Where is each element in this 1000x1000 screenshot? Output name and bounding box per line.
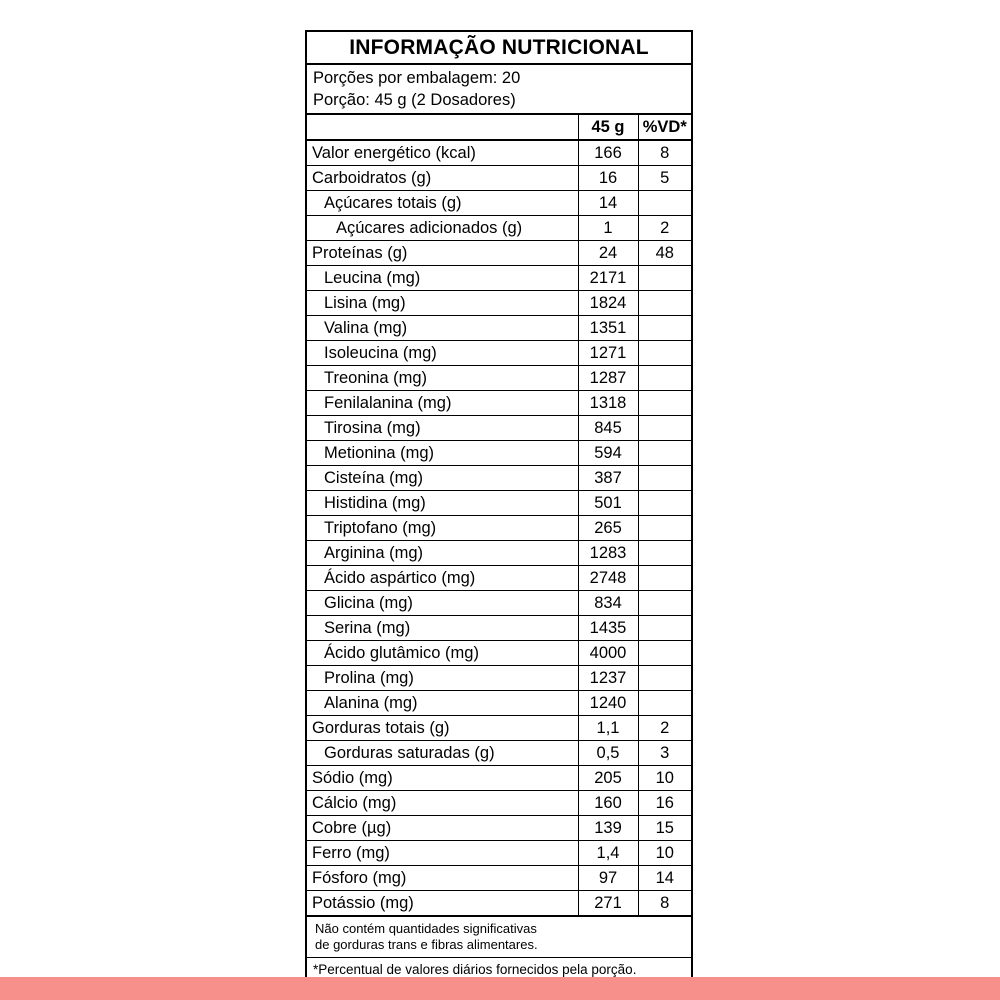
nutrient-label: Treonina (mg) bbox=[306, 366, 578, 391]
nutrient-label: Proteínas (g) bbox=[306, 241, 578, 266]
dv-value: 48 bbox=[638, 241, 692, 266]
amount-value: 97 bbox=[578, 866, 638, 891]
amount-value: 24 bbox=[578, 241, 638, 266]
amount-value: 1271 bbox=[578, 341, 638, 366]
table-row bbox=[306, 791, 692, 816]
dv-value: 10 bbox=[638, 766, 692, 791]
nutrient-label: Cálcio (mg) bbox=[306, 791, 578, 816]
table-row bbox=[306, 766, 692, 791]
table-row bbox=[306, 441, 692, 466]
amount-value: 834 bbox=[578, 591, 638, 616]
serving-info-row bbox=[306, 64, 692, 114]
table-row bbox=[306, 541, 692, 566]
dv-value bbox=[638, 391, 692, 416]
table-row bbox=[306, 466, 692, 491]
nutrient-label: Cisteína (mg) bbox=[306, 466, 578, 491]
nutrition-label bbox=[305, 30, 691, 983]
nutrient-label: Açúcares totais (g) bbox=[306, 191, 578, 216]
nutrient-label: Arginina (mg) bbox=[306, 541, 578, 566]
portion-size: Porção: 45 g (2 Dosadores) bbox=[313, 91, 516, 109]
table-row bbox=[306, 191, 692, 216]
amount-value: 166 bbox=[578, 140, 638, 166]
amount-value: 2748 bbox=[578, 566, 638, 591]
note-line-2: de gorduras trans e fibras alimentares. bbox=[315, 937, 538, 952]
dv-value bbox=[638, 416, 692, 441]
amount-value: 594 bbox=[578, 441, 638, 466]
table-row bbox=[306, 341, 692, 366]
notes-row bbox=[306, 916, 692, 958]
table-row bbox=[306, 566, 692, 591]
nutrient-label: Gorduras saturadas (g) bbox=[306, 741, 578, 766]
table-row bbox=[306, 616, 692, 641]
nutrient-label: Serina (mg) bbox=[306, 616, 578, 641]
amount-value: 271 bbox=[578, 891, 638, 917]
dv-value bbox=[638, 641, 692, 666]
dv-value: 2 bbox=[638, 216, 692, 241]
nutrient-label: Metionina (mg) bbox=[306, 441, 578, 466]
header-dv: %VD* bbox=[638, 114, 692, 140]
nutrient-label: Triptofano (mg) bbox=[306, 516, 578, 541]
table-row bbox=[306, 891, 692, 917]
table-row bbox=[306, 841, 692, 866]
table-row bbox=[306, 666, 692, 691]
notes-cell bbox=[306, 916, 692, 958]
dv-value: 8 bbox=[638, 891, 692, 917]
note-line-1: Não contém quantidades significativas bbox=[315, 921, 537, 936]
nutrition-table bbox=[305, 30, 693, 983]
amount-value: 1 bbox=[578, 216, 638, 241]
table-row bbox=[306, 391, 692, 416]
nutrient-label: Sódio (mg) bbox=[306, 766, 578, 791]
dv-footnote: *Percentual de valores diários fornecidos pela porção. bbox=[306, 958, 692, 983]
dv-value bbox=[638, 491, 692, 516]
nutrient-label: Leucina (mg) bbox=[306, 266, 578, 291]
table-row bbox=[306, 866, 692, 891]
table-row bbox=[306, 166, 692, 191]
table-row bbox=[306, 591, 692, 616]
dv-value bbox=[638, 316, 692, 341]
nutrient-label: Ácido glutâmico (mg) bbox=[306, 641, 578, 666]
dv-value bbox=[638, 466, 692, 491]
header-amount: 45 g bbox=[578, 114, 638, 140]
amount-value: 139 bbox=[578, 816, 638, 841]
dv-value bbox=[638, 341, 692, 366]
servings-per-package: Porções por embalagem: 20 bbox=[313, 69, 521, 87]
table-row bbox=[306, 691, 692, 716]
dv-value: 14 bbox=[638, 866, 692, 891]
dv-value bbox=[638, 191, 692, 216]
amount-value: 1237 bbox=[578, 666, 638, 691]
nutrient-label: Lisina (mg) bbox=[306, 291, 578, 316]
amount-value: 14 bbox=[578, 191, 638, 216]
dv-value bbox=[638, 266, 692, 291]
dv-value: 16 bbox=[638, 791, 692, 816]
dv-value bbox=[638, 291, 692, 316]
amount-value: 265 bbox=[578, 516, 638, 541]
dv-value bbox=[638, 441, 692, 466]
amount-value: 501 bbox=[578, 491, 638, 516]
dv-value bbox=[638, 591, 692, 616]
column-header-row bbox=[306, 114, 692, 140]
amount-value: 0,5 bbox=[578, 741, 638, 766]
dv-value: 10 bbox=[638, 841, 692, 866]
table-row bbox=[306, 716, 692, 741]
nutrient-label: Fenilalanina (mg) bbox=[306, 391, 578, 416]
amount-value: 387 bbox=[578, 466, 638, 491]
table-row bbox=[306, 816, 692, 841]
header-empty-cell bbox=[306, 114, 578, 140]
amount-value: 205 bbox=[578, 766, 638, 791]
dv-value: 2 bbox=[638, 716, 692, 741]
table-row bbox=[306, 641, 692, 666]
table-row bbox=[306, 216, 692, 241]
table-row bbox=[306, 316, 692, 341]
nutrient-label: Prolina (mg) bbox=[306, 666, 578, 691]
amount-value: 16 bbox=[578, 166, 638, 191]
dv-value: 5 bbox=[638, 166, 692, 191]
table-row bbox=[306, 416, 692, 441]
title-row bbox=[306, 31, 692, 64]
dv-value bbox=[638, 541, 692, 566]
nutrient-label: Valor energético (kcal) bbox=[306, 140, 578, 166]
nutrient-label: Ferro (mg) bbox=[306, 841, 578, 866]
nutrient-label: Gorduras totais (g) bbox=[306, 716, 578, 741]
amount-value: 160 bbox=[578, 791, 638, 816]
dv-value bbox=[638, 691, 692, 716]
amount-value: 1318 bbox=[578, 391, 638, 416]
table-row bbox=[306, 366, 692, 391]
nutrient-label: Açúcares adicionados (g) bbox=[306, 216, 578, 241]
nutrient-label: Potássio (mg) bbox=[306, 891, 578, 917]
table-row bbox=[306, 140, 692, 166]
amount-value: 1287 bbox=[578, 366, 638, 391]
amount-value: 1351 bbox=[578, 316, 638, 341]
amount-value: 1283 bbox=[578, 541, 638, 566]
dv-value: 15 bbox=[638, 816, 692, 841]
amount-value: 4000 bbox=[578, 641, 638, 666]
dv-value: 3 bbox=[638, 741, 692, 766]
table-row bbox=[306, 741, 692, 766]
amount-value: 2171 bbox=[578, 266, 638, 291]
dv-value bbox=[638, 616, 692, 641]
nutrient-label: Cobre (µg) bbox=[306, 816, 578, 841]
nutrient-label: Valina (mg) bbox=[306, 316, 578, 341]
amount-value: 1435 bbox=[578, 616, 638, 641]
dv-value: 8 bbox=[638, 140, 692, 166]
nutrient-label: Fósforo (mg) bbox=[306, 866, 578, 891]
bottom-accent-bar bbox=[0, 977, 1000, 1000]
dv-value bbox=[638, 516, 692, 541]
amount-value: 1,4 bbox=[578, 841, 638, 866]
nutrient-label: Tirosina (mg) bbox=[306, 416, 578, 441]
amount-value: 845 bbox=[578, 416, 638, 441]
amount-value: 1824 bbox=[578, 291, 638, 316]
nutrient-label: Alanina (mg) bbox=[306, 691, 578, 716]
nutrient-label: Glicina (mg) bbox=[306, 591, 578, 616]
amount-value: 1240 bbox=[578, 691, 638, 716]
dv-value bbox=[638, 366, 692, 391]
table-row bbox=[306, 241, 692, 266]
amount-value: 1,1 bbox=[578, 716, 638, 741]
dv-value bbox=[638, 566, 692, 591]
nutrition-table-body bbox=[306, 140, 692, 916]
nutrient-label: Carboidratos (g) bbox=[306, 166, 578, 191]
table-row bbox=[306, 266, 692, 291]
page-title: INFORMAÇÃO NUTRICIONAL bbox=[306, 31, 692, 64]
serving-info bbox=[306, 64, 692, 114]
table-row bbox=[306, 491, 692, 516]
table-row bbox=[306, 291, 692, 316]
dv-value bbox=[638, 666, 692, 691]
nutrient-label: Histidina (mg) bbox=[306, 491, 578, 516]
nutrient-label: Isoleucina (mg) bbox=[306, 341, 578, 366]
nutrient-label: Ácido aspártico (mg) bbox=[306, 566, 578, 591]
table-row bbox=[306, 516, 692, 541]
